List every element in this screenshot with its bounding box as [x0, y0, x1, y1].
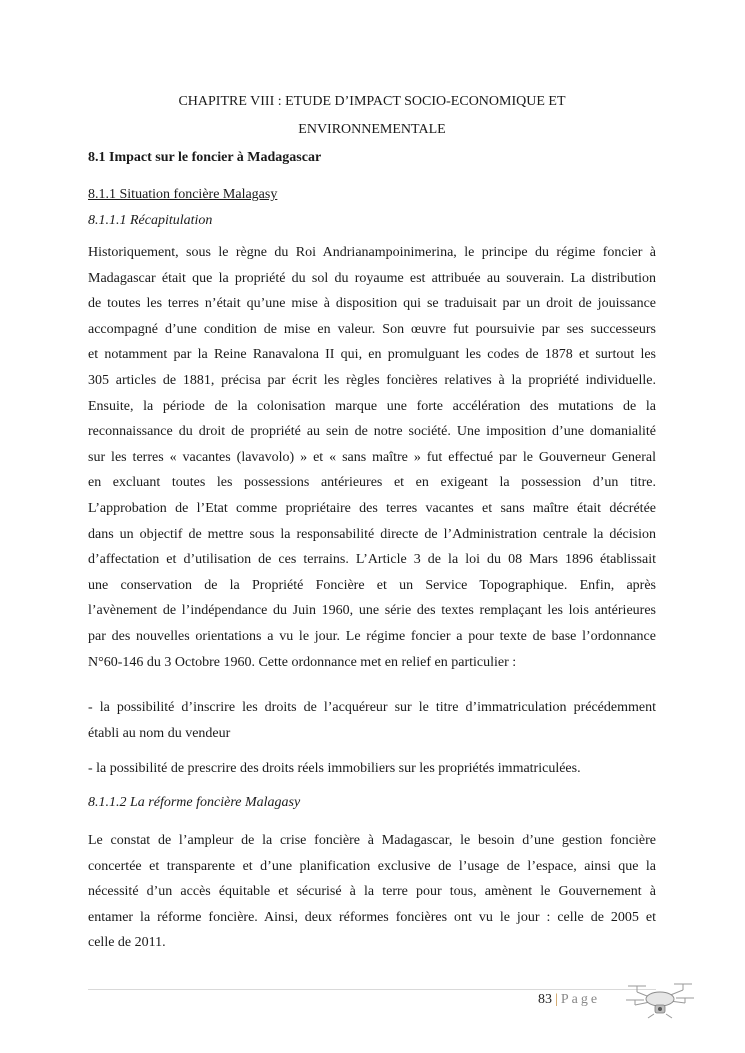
text-line: une conservation de la Propriété Foncière et un Service Topographique. Enfin, après	[88, 577, 656, 593]
text-line: entamer la réforme foncière. Ainsi, deux réformes foncières ont vu le jour : celle de 2005 et	[88, 909, 656, 925]
text-line: nécessité d’un accès équitable et sécurisé à la terre pour tous, amènent le Gouvernement à	[88, 884, 656, 900]
chapter-title	[88, 88, 656, 144]
text-line: par des nouvelles orientations a vu le jour. Le régime foncier a pour texte de base l’ordonnance	[88, 628, 656, 644]
text-line: dans un objectif de mettre sous la responsabilité directe de l’Administration centrale la décision	[88, 526, 656, 542]
text-line: d’affectation et d’utilisation de ces terrains. L’Article 3 de la loi du 08 Mars 1896 établissait	[88, 552, 656, 568]
text-line: en excluant toutes les possessions antérieures et en exigeant la possession d’un titre.	[88, 475, 656, 491]
bullet-item-prescrire	[88, 756, 656, 782]
section-heading-8-1: 8.1 Impact sur le foncier à Madagascar	[88, 150, 322, 165]
page-number: 83	[538, 992, 552, 1007]
text-line: Madagascar était que la propriété du sol du royaume est attribuée au souverain. La distribution	[88, 270, 656, 286]
section-heading-8-1-1-2: 8.1.1.2 La réforme foncière Malagasy	[88, 795, 301, 810]
chapter-title-line1: CHAPITRE VIII : ETUDE D’IMPACT SOCIO-ECONOMIQUE ET	[178, 94, 566, 109]
page-label: Page	[560, 992, 601, 1007]
text-line: établi au nom du vendeur	[88, 725, 231, 741]
text-line: 305 articles de 1881, précisa par écrit les règles foncières relatives à la propriété individuelle.	[88, 372, 656, 388]
text-line: celle de 2011.	[88, 935, 166, 951]
text-line: Historiquement, sous le règne du Roi Andrianampoinimerina, le principe du régime foncier à	[88, 245, 656, 260]
text-line: concertée et transparente et d’une planification exclusive de l’usage de l’espace, ainsi que la	[88, 858, 656, 874]
page-footer	[538, 990, 600, 1010]
section-heading-8-1-1-1: 8.1.1.1 Récapitulation	[88, 213, 213, 228]
chapter-title-line2: ENVIRONNEMENTALE	[298, 122, 446, 137]
text-line: sur les terres « vacantes (lavavolo) » et « sans maître » fut effectué par le Gouverneur General	[88, 449, 656, 465]
bullet-item-inscrire	[88, 695, 656, 746]
text-line: L’approbation de l’Etat comme propriétaire des terres vacantes et sans maître était décrétée	[88, 500, 656, 516]
drone-logo-icon	[624, 972, 696, 1028]
section-heading-8-1-1: 8.1.1 Situation foncière Malagasy	[88, 187, 278, 202]
text-line: N°60-146 du 3 Octobre 1960. Cette ordonnance met en relief en particulier :	[88, 654, 517, 670]
text-line: - la possibilité de prescrire des droits réels immobiliers sur les propriétés immatriculées.	[88, 761, 581, 776]
text-line: reconnaissance du droit de propriété au sein de notre société. Une imposition d’une domanialité	[88, 424, 656, 440]
text-line: accompagné d’une condition de mise en valeur. Son œuvre fut poursuivie par ses successeurs	[88, 321, 656, 337]
text-line: l’avènement de l’indépendance du Juin 1960, une série des textes remplaçant les lois antérieures	[88, 603, 656, 619]
footer-separator: |	[555, 992, 558, 1007]
paragraph-reforme	[88, 828, 656, 956]
text-line: Ensuite, la période de la colonisation marque une forte accélération des mutations de la	[88, 398, 656, 414]
paragraph-recapitulation	[88, 240, 656, 675]
text-line: de toutes les terres n’était qu’une mise à disposition qui se traduisait par un droit de jouissance	[88, 296, 656, 312]
text-line: Le constat de l’ampleur de la crise foncière à Madagascar, le besoin d’une gestion foncière	[88, 833, 656, 848]
text-line: - la possibilité d’inscrire les droits de l’acquéreur sur le titre d’immatriculation précédemment	[88, 700, 656, 715]
text-line: et notamment par la Reine Ranavalona II qui, en promulguant les codes de 1878 et surtout les	[88, 347, 656, 363]
